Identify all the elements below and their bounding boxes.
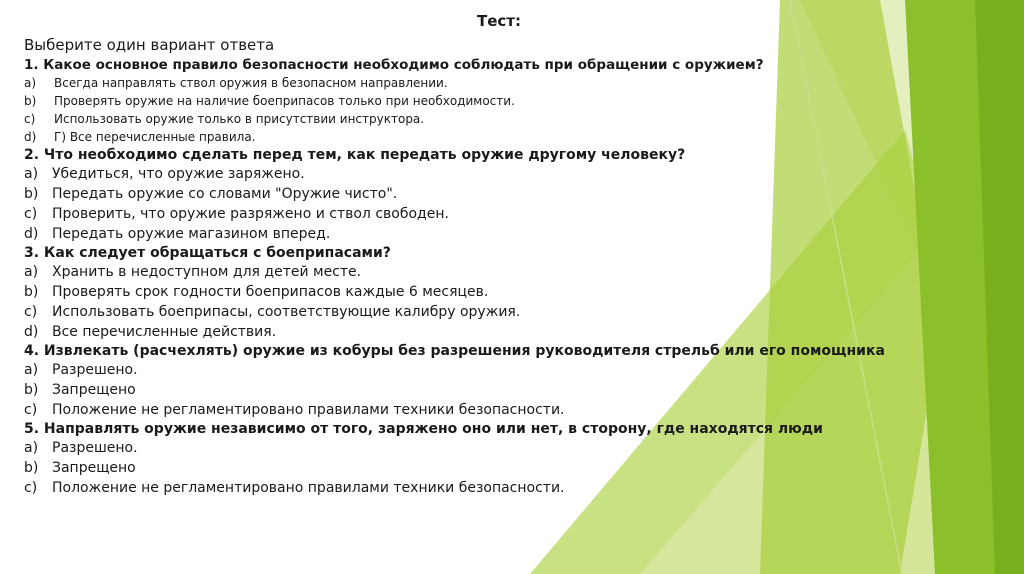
answer-text: Разрешено. bbox=[52, 440, 138, 456]
answer-letter: d) bbox=[24, 226, 39, 242]
answer-text: Убедиться, что оружие заряжено. bbox=[52, 166, 305, 182]
answer-option[interactable] bbox=[24, 110, 954, 128]
answer-option[interactable] bbox=[24, 74, 954, 92]
answer-text: Положение не регламентировано правилами техники безопасности. bbox=[52, 480, 565, 496]
question-5 bbox=[24, 420, 954, 498]
answer-option[interactable] bbox=[24, 262, 954, 282]
answer-text: Использовать боеприпасы, соответствующие калибру оружия. bbox=[52, 304, 521, 320]
answer-text: Хранить в недоступном для детей месте. bbox=[52, 264, 362, 280]
answer-letter: b) bbox=[24, 94, 37, 108]
answer-option[interactable] bbox=[24, 360, 954, 380]
question-text: 5. Направлять оружие независимо от того, заряжено оно или нет, в сторону, где находятся люди bbox=[24, 421, 823, 437]
answer-letter: c) bbox=[24, 112, 36, 126]
instruction-text: Выберите один вариант ответа bbox=[24, 36, 275, 54]
question-text: 2. Что необходимо сделать перед тем, как передать оружие другому человеку? bbox=[24, 147, 686, 163]
answer-text: Передать оружие магазином вперед. bbox=[52, 226, 331, 242]
slide-title: Тест: bbox=[477, 12, 521, 30]
answer-option[interactable] bbox=[24, 92, 954, 110]
answer-letter: c) bbox=[24, 480, 38, 496]
answer-text: Проверять срок годности боеприпасов каждые 6 месяцев. bbox=[52, 284, 489, 300]
question-text: 1. Какое основное правило безопасности необходимо соблюдать при обращении с оружием? bbox=[24, 57, 764, 73]
answer-option[interactable] bbox=[24, 380, 954, 400]
answer-letter: c) bbox=[24, 206, 38, 222]
answer-option[interactable] bbox=[24, 204, 954, 224]
answer-text: Г) Все перечисленные правила. bbox=[54, 130, 256, 144]
answer-text: Запрещено bbox=[52, 460, 136, 476]
answer-text: Проверить, что оружие разряжено и ствол свободен. bbox=[52, 206, 449, 222]
answer-letter: a) bbox=[24, 362, 39, 378]
answer-option[interactable] bbox=[24, 478, 954, 498]
answer-option[interactable] bbox=[24, 400, 954, 420]
answer-option[interactable] bbox=[24, 438, 954, 458]
question-4 bbox=[24, 342, 954, 420]
question-2 bbox=[24, 146, 954, 244]
answer-text: Всегда направлять ствол оружия в безопасном направлении. bbox=[54, 76, 448, 90]
answer-option[interactable] bbox=[24, 164, 954, 184]
answer-option[interactable] bbox=[24, 184, 954, 204]
answer-letter: c) bbox=[24, 304, 38, 320]
answer-letter: d) bbox=[24, 324, 39, 340]
question-text: 4. Извлекать (расчехлять) оружие из кобуры без разрешения руководителя стрельб или его помощника bbox=[24, 343, 885, 359]
answer-option[interactable] bbox=[24, 224, 954, 244]
answer-option[interactable] bbox=[24, 128, 954, 146]
answer-text: Передать оружие со словами "Оружие чисто". bbox=[52, 186, 398, 202]
answer-text: Все перечисленные действия. bbox=[52, 324, 277, 340]
answer-text: Разрешено. bbox=[52, 362, 138, 378]
answer-letter: a) bbox=[24, 264, 39, 280]
answer-text: Положение не регламентировано правилами техники безопасности. bbox=[52, 402, 565, 418]
answer-letter: a) bbox=[24, 440, 39, 456]
answer-letter: c) bbox=[24, 402, 38, 418]
question-3 bbox=[24, 244, 954, 342]
answer-option[interactable] bbox=[24, 302, 954, 322]
answer-letter: d) bbox=[24, 130, 37, 144]
answer-text: Запрещено bbox=[52, 382, 136, 398]
answer-letter: b) bbox=[24, 382, 39, 398]
answer-letter: b) bbox=[24, 460, 39, 476]
answer-text: Использовать оружие только в присутствии инструктора. bbox=[54, 112, 425, 126]
answer-letter: a) bbox=[24, 76, 37, 90]
answer-letter: b) bbox=[24, 284, 39, 300]
answer-letter: a) bbox=[24, 166, 39, 182]
answer-option[interactable] bbox=[24, 322, 954, 342]
question-text: 3. Как следует обращаться с боеприпасами? bbox=[24, 245, 391, 261]
answer-letter: b) bbox=[24, 186, 39, 202]
answer-option[interactable] bbox=[24, 458, 954, 478]
slide-content bbox=[24, 12, 954, 498]
question-1 bbox=[24, 56, 954, 146]
answer-text: Проверять оружие на наличие боеприпасов только при необходимости. bbox=[54, 94, 515, 108]
answer-option[interactable] bbox=[24, 282, 954, 302]
